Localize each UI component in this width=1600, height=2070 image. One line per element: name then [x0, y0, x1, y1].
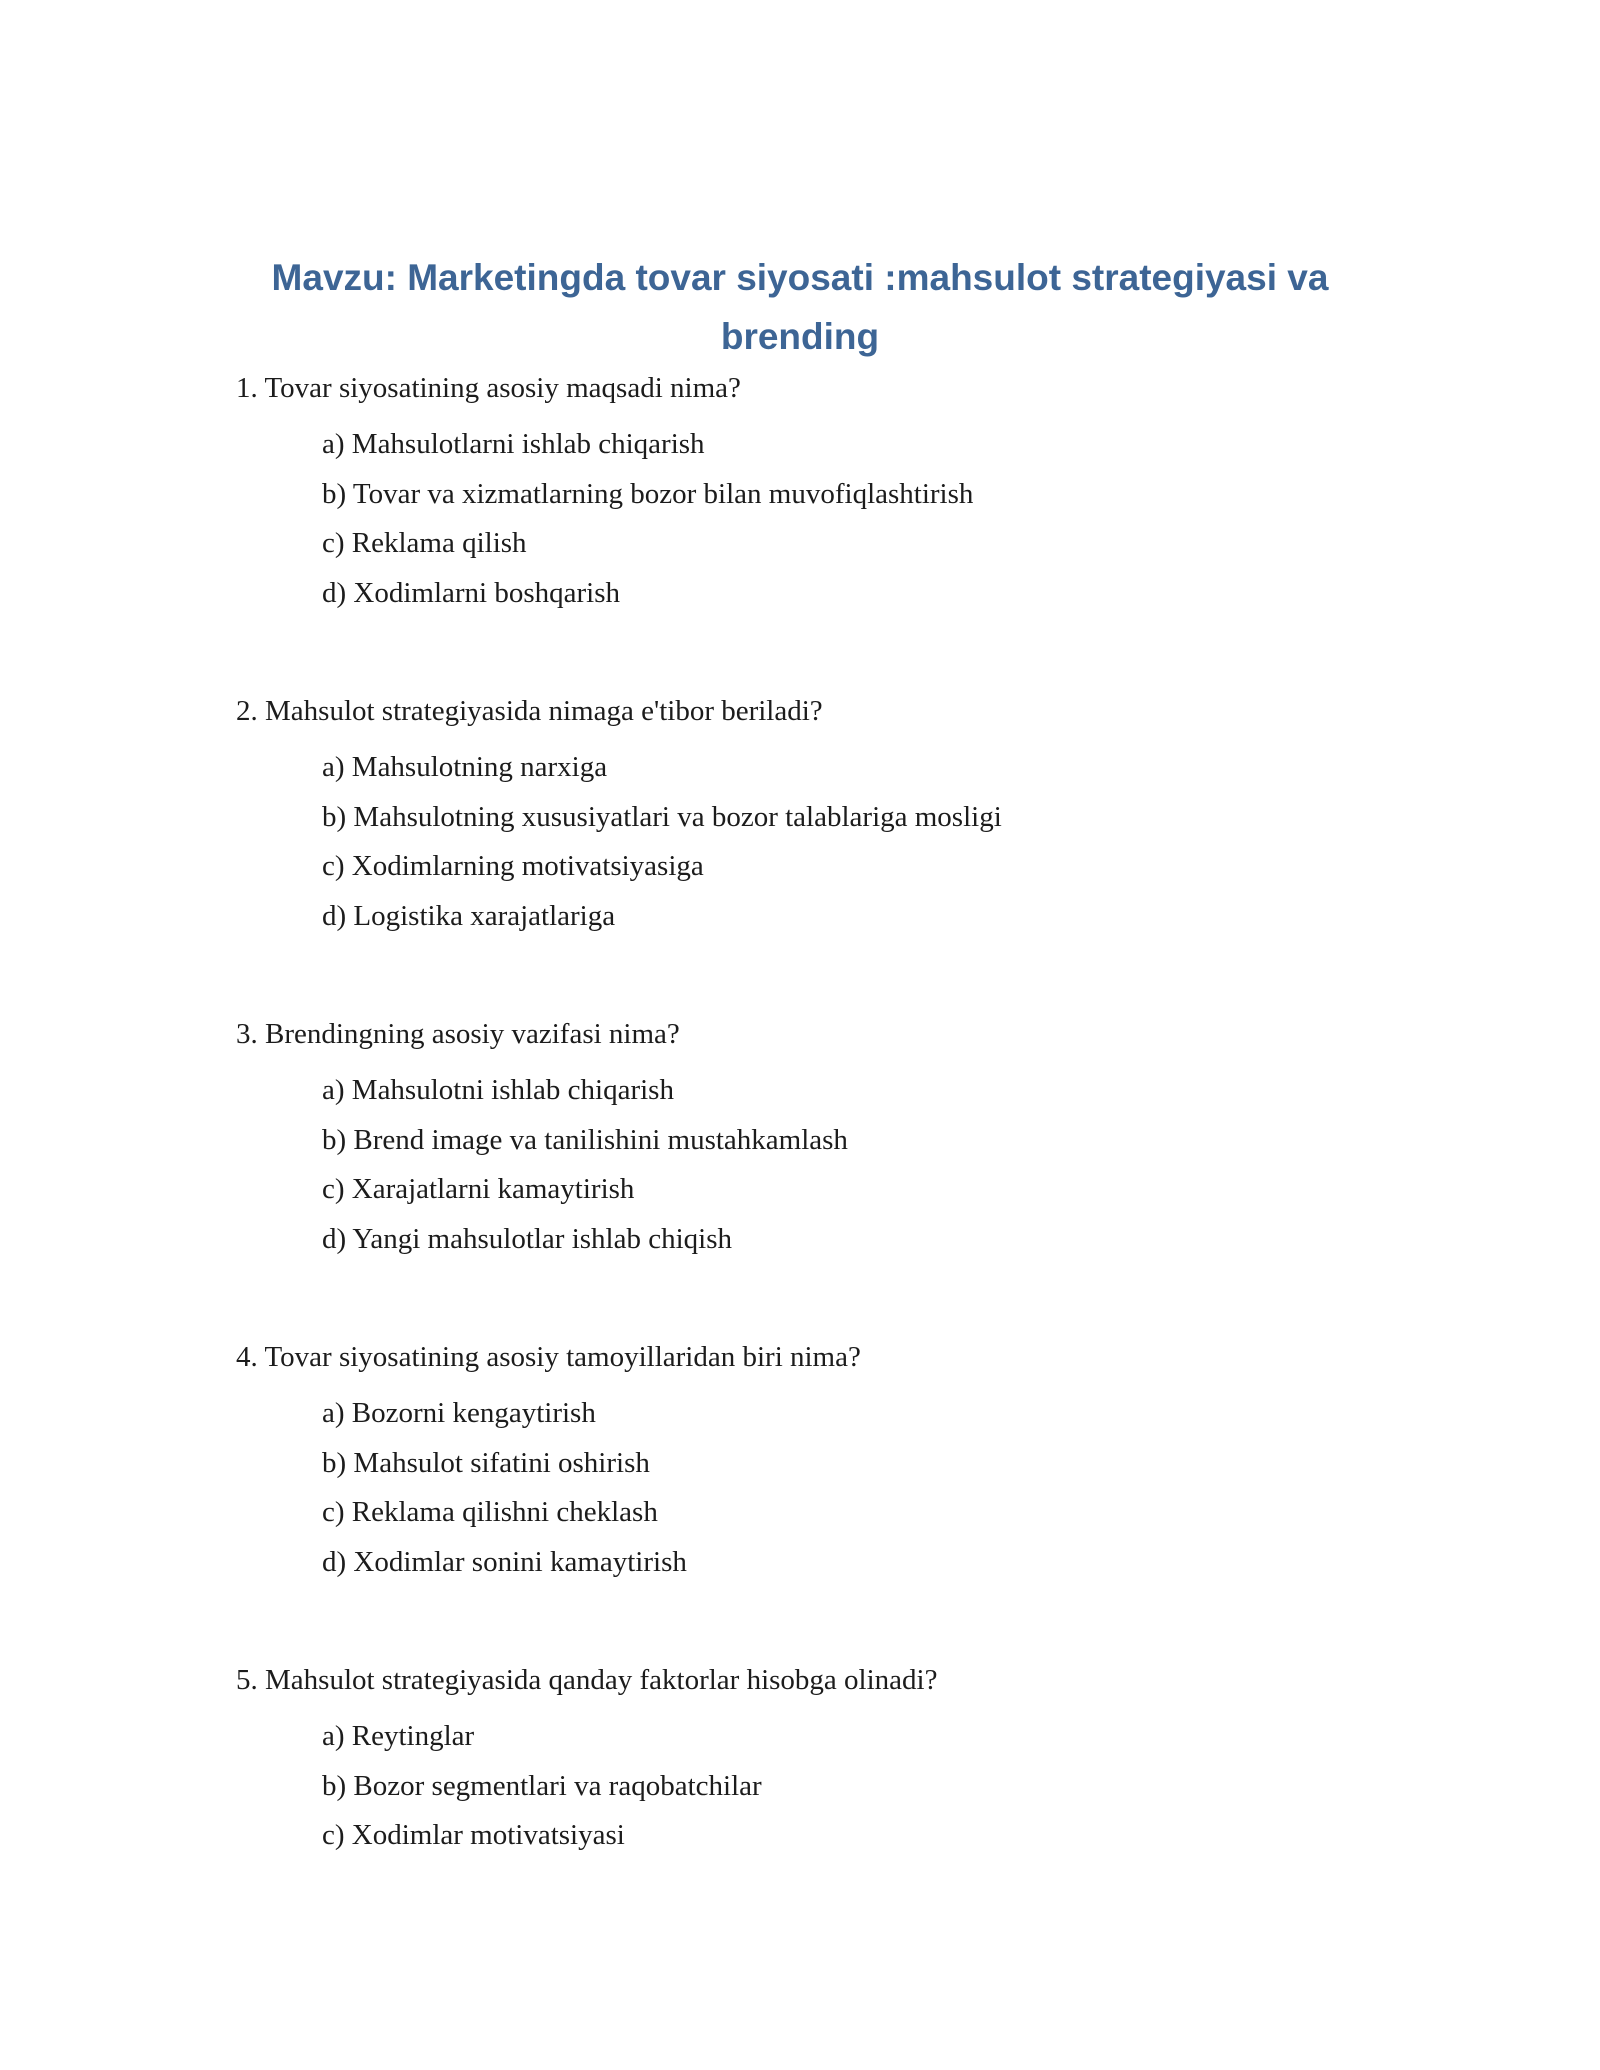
answer-option-d: d) Xodimlar sonini kamaytirish	[322, 1545, 687, 1578]
answer-option-b: b) Mahsulotning xususiyatlari va bozor talablariga mosligi	[322, 800, 1002, 833]
answer-options	[322, 1396, 1436, 1579]
answer-option-a: a) Mahsulotlarni ishlab chiqarish	[322, 428, 705, 460]
question-3	[236, 1017, 1436, 1271]
question-text: 1. Tovar siyosatining asosiy maqsadi nima?	[236, 372, 741, 404]
answer-option-b: b) Tovar va xizmatlarning bozor bilan muvofiqlashtirish	[322, 477, 974, 510]
question-text: 3. Brendingning asosiy vazifasi nima?	[236, 1018, 680, 1050]
question-2	[236, 694, 1436, 948]
page-title: Mavzu: Marketingda tovar siyosati :mahsulot strategiyasi va brending	[271, 257, 1329, 357]
question-4	[236, 1340, 1436, 1594]
answer-options	[322, 427, 1436, 610]
answer-option-c: c) Reklama qilish	[322, 527, 527, 559]
answer-option-d: d) Logistika xarajatlariga	[322, 899, 616, 932]
answer-options	[322, 750, 1436, 933]
answer-option-b: b) Mahsulot sifatini oshirish	[322, 1446, 650, 1479]
answer-option-d: d) Xodimlarni boshqarish	[322, 576, 621, 609]
answer-options	[322, 1073, 1436, 1256]
answer-option-d: d) Yangi mahsulotlar ishlab chiqish	[322, 1222, 733, 1255]
answer-option-a: a) Mahsulotning narxiga	[322, 751, 608, 783]
answer-option-a: a) Reytinglar	[322, 1720, 475, 1752]
answer-option-c: c) Xarajatlarni kamaytirish	[322, 1173, 635, 1205]
question-text: 5. Mahsulot strategiyasida qanday faktorlar hisobga olinadi?	[236, 1664, 938, 1696]
answer-option-a: a) Bozorni kengaytirish	[322, 1397, 596, 1429]
answer-option-c: c) Xodimlarning motivatsiyasiga	[322, 850, 704, 882]
answer-option-b: b) Bozor segmentlari va raqobatchilar	[322, 1769, 762, 1802]
answer-option-b: b) Brend image va tanilishini mustahkamlash	[322, 1123, 848, 1156]
question-1	[236, 371, 1436, 625]
answer-option-a: a) Mahsulotni ishlab chiqarish	[322, 1074, 674, 1106]
answer-options	[322, 1719, 1436, 1852]
question-text: 2. Mahsulot strategiyasida nimaga e'tibor beriladi?	[236, 695, 823, 727]
question-text: 4. Tovar siyosatining asosiy tamoyillaridan biri nima?	[236, 1341, 861, 1373]
question-5	[236, 1663, 1436, 1868]
answer-option-c: c) Reklama qilishni cheklash	[322, 1496, 658, 1528]
answer-option-c: c) Xodimlar motivatsiyasi	[322, 1819, 625, 1851]
